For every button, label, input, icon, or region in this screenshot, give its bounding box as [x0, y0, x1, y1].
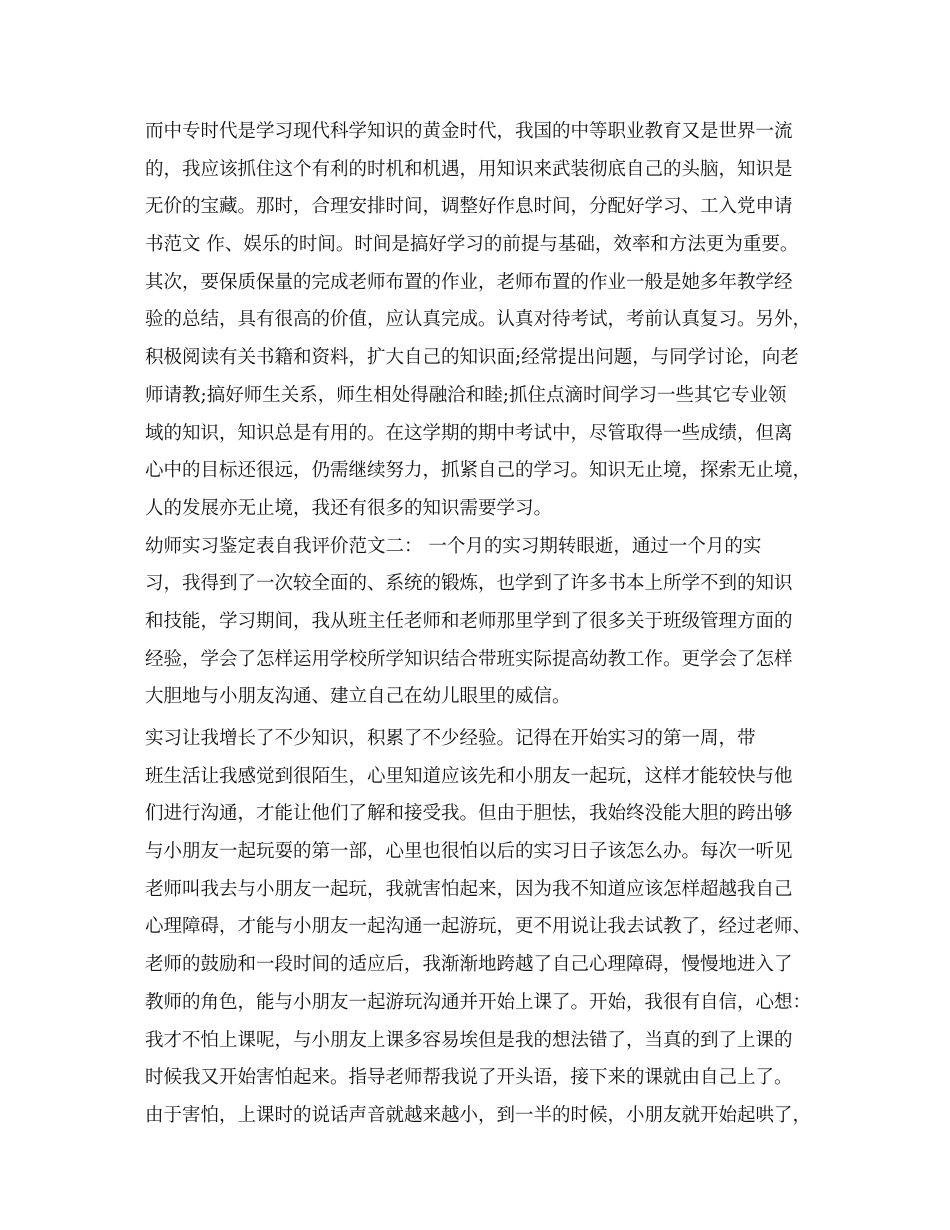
text-line: 大胆地与小朋友沟通、建立自己在幼儿眼里的威信。 — [145, 686, 571, 708]
text-line: 班生活让我感觉到很陌生，心里知道应该先和小朋友一起玩，这样才能较快与他 — [145, 765, 793, 787]
text-line: 无价的宝藏。那时，合理安排时间，调整好作息时间，分配好学习、工入党申请 — [145, 196, 793, 218]
text-line: 我才不怕上课呢，与小朋友上课多容易埃但是我的想法错了，当真的到了上课的 — [145, 1029, 793, 1051]
text-line: 验的总结，具有很高的价值，应认真完成。认真对待考试，考前认真复习。另外， — [145, 309, 812, 331]
section-heading-line: 幼师实习鉴定表自我评价范文二： 一个月的实习期转眼逝，通过一个月的实 — [145, 535, 762, 557]
text-line: 其次，要保质保量的完成老师布置的作业，老师布置的作业一般是她多年教学经 — [145, 271, 793, 293]
text-line: 习，我得到了一次较全面的、系统的锻炼，也学到了许多书本上所学不到的知识 — [145, 573, 793, 595]
text-line: 教师的角色，能与小朋友一起游玩沟通并开始上课了。开始，我很有自信，心想： — [145, 991, 812, 1013]
text-line: 和技能，学习期间，我从班主任老师和老师那里学到了很多关于班级管理方面的 — [145, 610, 793, 632]
text-line: 心理障碍，才能与小朋友一起沟通一起游玩，更不用说让我去试教了，经过老师、 — [145, 916, 812, 938]
body-text — [145, 113, 815, 1135]
text-line: 域的知识，知识总是有用的。在这学期的期中考试中，尽管取得一些成绩，但离 — [145, 422, 793, 444]
text-line: 与小朋友一起玩耍的第一部，心里也很怕以后的实习日子该怎么办。每次一听见 — [145, 841, 793, 863]
text-line: 时候我又开始害怕起来。指导老师帮我说了开头语，接下来的课就由自己上了。 — [145, 1067, 793, 1089]
text-line: 经验，学会了怎样运用学校所学知识结合带班实际提高幼教工作。更学会了怎样 — [145, 648, 793, 670]
text-line: 书范文 作、娱乐的时间。时间是搞好学习的前提与基础，效率和方法更为重要。 — [145, 234, 799, 256]
text-line: 由于害怕，上课时的说话声音就越来越小，到一半的时候，小朋友就开始起哄了， — [145, 1104, 812, 1126]
text-line: 们进行沟通，才能让他们了解和接受我。但由于胆怯，我始终没能大胆的跨出够 — [145, 803, 793, 825]
text-line: 人的发展亦无止境，我还有很多的知识需要学习。 — [145, 497, 553, 519]
text-line: 老师叫我去与小朋友一起玩，我就害怕起来，因为我不知道应该怎样超越我自己 — [145, 878, 793, 900]
paragraph-start-line: 实习让我增长了不少知识，积累了不少经验。记得在开始实习的第一周，带 — [145, 728, 756, 749]
text-line: 心中的目标还很远，仍需继续努力，抓紧自己的学习。知识无止境，探索无止境， — [145, 460, 812, 482]
text-line: 的，我应该抓住这个有利的时机和机遇，用知识来武装彻底自己的头脑，知识是 — [145, 158, 793, 180]
text-line: 老师的鼓励和一段时间的适应后，我渐渐地跨越了自己心理障碍，慢慢地进入了 — [145, 954, 793, 976]
text-line: 师请教;搞好师生关系，师生相处得融洽和睦;抓住点滴时间学习一些其它专业领 — [145, 384, 787, 406]
text-line: 而中专时代是学习现代科学知识的黄金时代，我国的中等职业教育又是世界一流 — [145, 121, 793, 142]
text-line: 积极阅读有关书籍和资料，扩大自己的知识面;经常提出问题，与同学讨论，向老 — [145, 347, 799, 369]
